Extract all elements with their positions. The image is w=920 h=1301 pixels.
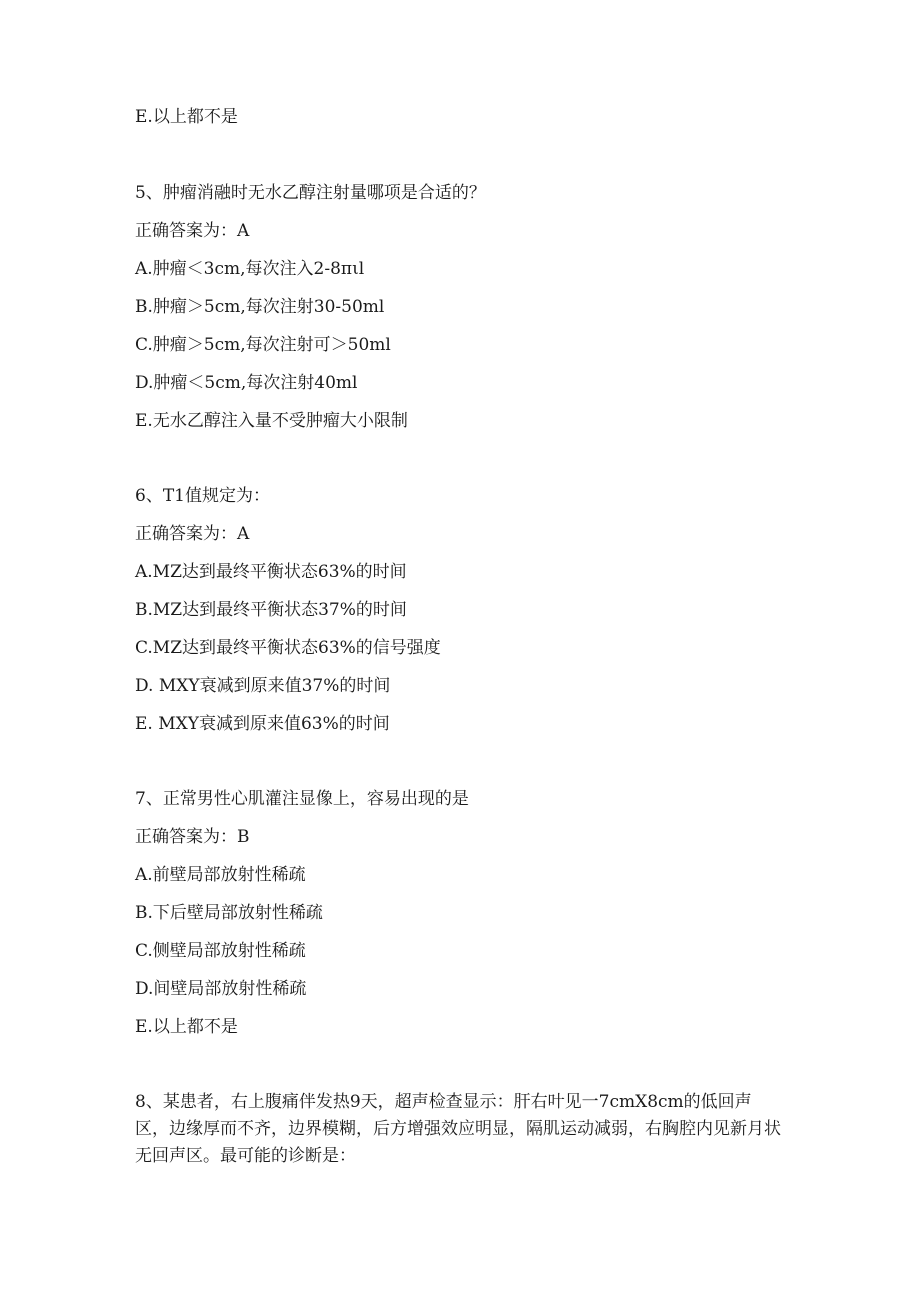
question-7-option-d: D.间壁局部放射性稀疏 [135,979,307,999]
question-5-option-d: D.肿瘤＜5cm,每次注射40ml [135,373,358,393]
question-7-option-e: E.以上都不是 [135,1017,238,1037]
question-6-option-e: E. MXY衰减到原来值63%的时间 [135,714,390,734]
question-5-option-e: E.无水乙醇注入量不受肿瘤大小限制 [135,411,408,431]
question-5-option-b: B.肿瘤＞5cm,每次注射30-50ml [135,297,385,317]
question-5-title: 5、肿瘤消融时无水乙醇注射量哪项是合适的？ [135,183,486,203]
question-6-option-a: A.MZ达到最终平衡状态63%的时间 [135,562,407,582]
question-6-option-d: D. MXY衰减到原来值37%的时间 [135,676,391,696]
question-7-answer: 正确答案为：B [135,827,250,847]
question-5-option-c: C.肿瘤＞5cm,每次注射可＞50ml [135,335,391,355]
question-7-title: 7、正常男性心肌灌注显像上，容易出现的是 [135,789,469,809]
question-6-answer: 正确答案为：A [135,524,250,544]
question-5-answer: 正确答案为：A [135,221,250,241]
question-7-option-a: A.前壁局部放射性稀疏 [135,865,306,885]
question-7-option-b: B.下后壁局部放射性稀疏 [135,903,323,923]
question-8-title: 8、某患者，右上腹痛伴发热9天，超声检查显示：肝右叶见一7cmX8cm的低回声区，边缘厚而不齐，边界模糊，后方增强效应明显，隔肌运动减弱，右胸腔内见新月状无回声区。最可能的诊断是： [135,1092,781,1166]
question-6-option-b: B.MZ达到最终平衡状态37%的时间 [135,600,407,620]
question-7-option-c: C.侧壁局部放射性稀疏 [135,941,306,961]
question-6-option-c: C.MZ达到最终平衡状态63%的信号强度 [135,638,441,658]
question-5-option-a: A.肿瘤＜3cm,每次注入2-8πιl [135,259,365,279]
question-6-title: 6、T1值规定为： [135,486,270,506]
option-e-text: E.以上都不是 [135,107,238,127]
